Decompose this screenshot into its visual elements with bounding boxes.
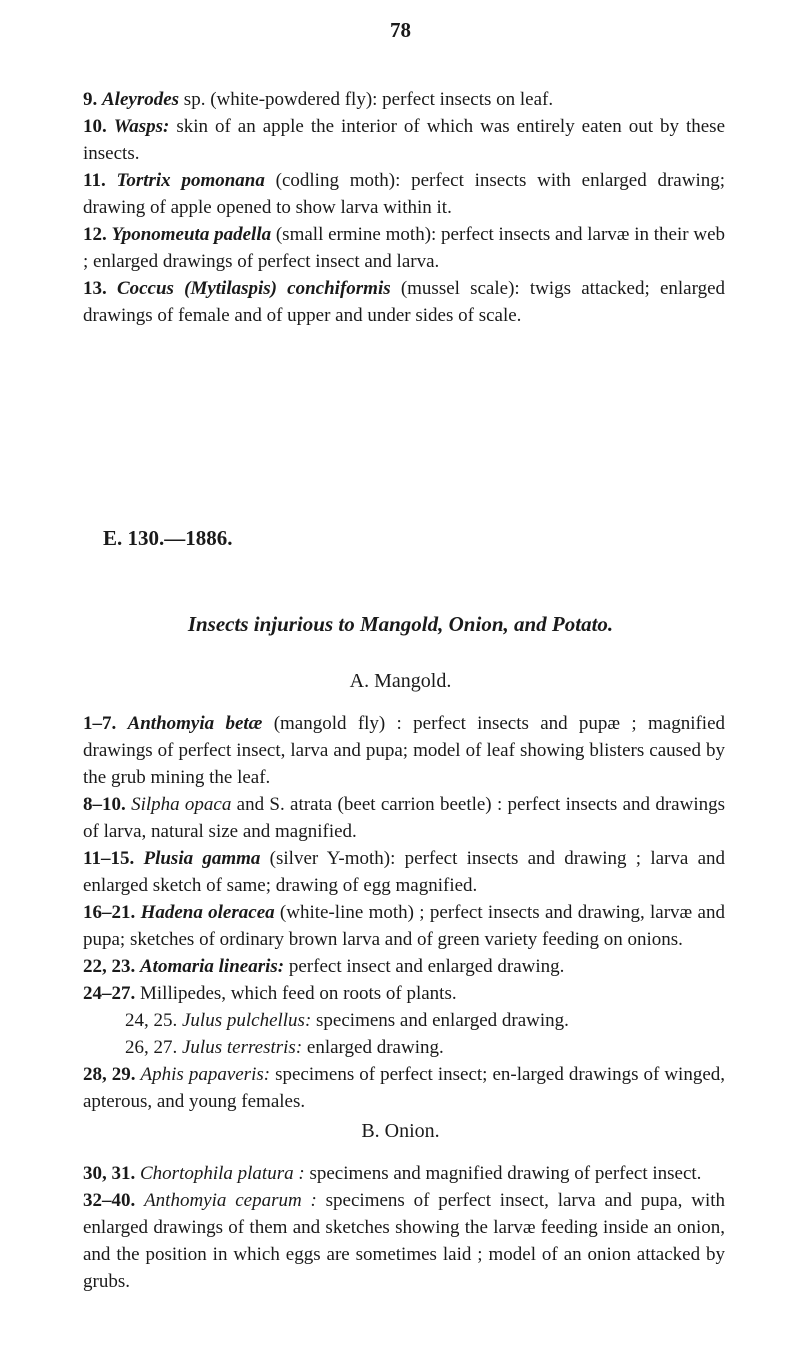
section-code: E. 130.—1886. [103,526,233,550]
entry-30-31: 30, 31. Chortophila platura : specimens and magnified drawing of perfect insect. [83,1163,702,1184]
entries-onion [83,1160,725,1295]
entry-28-29: 28, 29. Aphis papaveris: specimens of perfect insect; en-larged drawings of winged, apterous, and young females. [83,1064,726,1112]
entry-13: 13. Coccus (Mytilaspis) conchiformis (mussel scale): twigs attacked; enlarged drawings of female and of upper and under sides of scale. [83,278,726,326]
entry-16-21: 16–21. Hadena oleracea (white-line moth) ; perfect insects and drawing, larvæ and pupa; sketches of ordinary brown larva and of green variety feeding on onions. [83,902,725,950]
sub-heading-mangold: A. Mangold. [349,670,452,692]
entry-11: 11. Tortrix pomonana (codling moth): perfect insects with enlarged drawing; drawing of apple opened to show larva within it. [83,170,726,218]
entry-11-15: 11–15. Plusia gamma (silver Y-moth): perfect insects and drawing ; larva and enlarged sketch of same; drawing of egg magnified. [83,848,726,896]
entry-32-40: 32–40. Anthomyia ceparum : specimens of perfect insect, larva and pupa, with enlarged drawings of them and sketches showing the larvæ feeding inside an onion, and the position in which eggs are sometimes laid ; model of an onion attacked by grubs. [83,1190,726,1292]
entry-9: 9. Aleyrodes sp. (white-powdered fly): perfect insects on leaf. [83,89,554,110]
entry-24-25: 24, 25. Julus pulchellus: specimens and enlarged drawing. [125,1010,569,1031]
entries-mangold [83,710,725,1115]
entry-12: 12. Yponomeuta padella (small ermine moth): perfect insects and larvæ in their web ; enlarged drawings of perfect insect and larva. [83,224,725,272]
sub-heading-onion: B. Onion. [361,1120,440,1142]
page-number: 78 [390,18,411,42]
entry-8-10: 8–10. Silpha opaca and S. atrata (beet carrion beetle) : perfect insects and drawings of larva, natural size and magnified. [83,794,725,842]
entry-24-27: 24–27. Millipedes, which feed on roots of plants. [83,983,457,1004]
entry-26-27: 26, 27. Julus terrestris: enlarged drawing. [125,1037,444,1058]
entry-22-23: 22, 23. Atomaria linearis: perfect insect and enlarged drawing. [83,956,565,977]
entry-1-7: 1–7. Anthomyia betæ (mangold fly) : perfect insects and pupæ ; magnified drawings of perfect insect, larva and pupa; model of leaf showing blisters caused by the grub mining the leaf. [83,713,726,788]
entries-top [83,86,725,329]
entry-10: 10. Wasps: skin of an apple the interior of which was entirely eaten out by these insects. [83,116,726,164]
section-title: Insects injurious to Mangold, Onion, and Potato. [187,612,614,636]
